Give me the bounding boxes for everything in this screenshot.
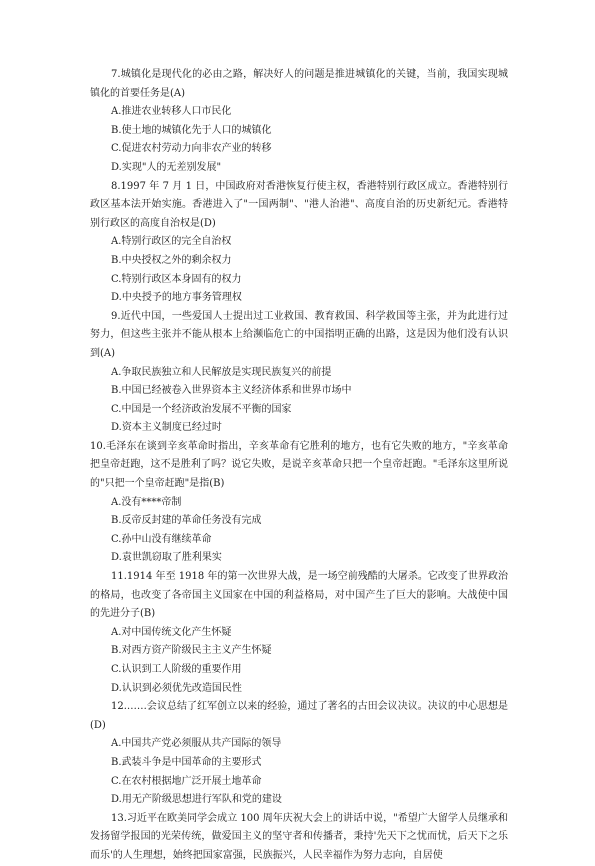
question-10 bbox=[90, 438, 508, 568]
option-d: D.袁世凯窃取了胜利果实 bbox=[111, 552, 222, 564]
option-c: C.促进农村劳动力向非农产业的转移 bbox=[111, 143, 272, 155]
question-stem: 10.毛泽东在谈到辛亥革命时指出，辛亥革命有它胜利的地方，也有它失败的地方，"辛亥革命把皇帝赶跑，这不是胜利了吗？说它失败，是说辛亥革命只把一个皇帝赶跑。"毛泽东这里所说的"只把一个皇帝赶跑"是指(B) bbox=[90, 440, 508, 490]
option-d: D.资本主义制度已经过时 bbox=[111, 422, 222, 434]
option-c: C.在农村根据地广泛开展土地革命 bbox=[111, 775, 262, 787]
option-b: B.反帝反封建的革命任务没有完成 bbox=[111, 515, 262, 527]
question-stem: 8.1997 年 7 月 1 日，中国政府对香港恢复行使主权，香港特别行政区成立。香港特别行政区基本法开始实施。香港进入了"一国两制"、"港人治港"、高度自治的历史新纪元。香港特别行政区的高度自治权是(D) bbox=[90, 180, 508, 229]
option-b: B.中国已经被卷入世界资本主义经济体系和世界市场中 bbox=[111, 385, 352, 397]
question-12 bbox=[90, 698, 508, 810]
question-stem: 9.近代中国，一些爱国人士提出过工业救国、教育救国、科学救国等主张，并为此进行过努力，但这些主张并不能从根本上给濒临危亡的中国指明正确的出路，这是因为他们没有认识到(A) bbox=[90, 310, 508, 359]
option-a: A.推进农业转移人口市民化 bbox=[111, 106, 232, 118]
question-13 bbox=[90, 810, 508, 866]
question-11 bbox=[90, 568, 508, 698]
option-a: A.中国共产党必须服从共产国际的领导 bbox=[111, 738, 282, 750]
question-list bbox=[90, 66, 508, 866]
option-a: A.对中国传统文化产生怀疑 bbox=[111, 626, 232, 638]
option-a: A.特别行政区的完全自治权 bbox=[111, 236, 232, 248]
option-a: A.争取民族独立和人民解放是实现民族复兴的前提 bbox=[111, 366, 332, 378]
option-d: D.用无产阶级思想进行军队和党的建设 bbox=[111, 794, 282, 806]
option-d: D.认识到必须优先改造国民性 bbox=[111, 682, 242, 694]
option-a: A.没有****帝制 bbox=[111, 496, 182, 508]
question-9 bbox=[90, 308, 508, 438]
option-b: B.武装斗争是中国革命的主要形式 bbox=[111, 756, 262, 768]
question-stem: 11.1914 年至 1918 年的第一次世界大战，是一场空前残酷的大屠杀。它改变了世界政治的格局，也改变了各帝国主义国家在中国的利益格局，对中国产生了巨大的影响。大战使中国的先进分子(B) bbox=[90, 571, 508, 620]
question-stem: 7.城镇化是现代化的必由之路，解决好人的问题是推进城镇化的关键，当前，我国实现城镇化的首要任务是(A) bbox=[90, 69, 508, 99]
question-stem: 12.……会议总结了红军创立以来的经验，通过了著名的古田会议决议。决议的中心思想是(D) bbox=[90, 701, 508, 731]
option-d: D.实现"人的无差别发展" bbox=[111, 161, 222, 173]
option-c: C.孙中山没有继续革命 bbox=[111, 533, 212, 545]
option-b: B.对西方资产阶级民主主义产生怀疑 bbox=[111, 645, 272, 657]
question-7 bbox=[90, 66, 508, 178]
option-d: D.中央授予的地方事务管理权 bbox=[111, 292, 242, 304]
option-c: C.认识到工人阶级的重要作用 bbox=[111, 664, 242, 675]
question-stem: 13.习近平在欧美同学会成立 100 周年庆祝大会上的讲话中说，"希望广大留学人员继承和发扬留学报国的光荣传统，做爱国主义的坚守者和传播者，秉持'先天下之忧而忧，后天下之乐而乐'的人生理想，始终把国家富强，民族振兴，人民幸福作为努力志向，自居使 bbox=[90, 812, 508, 861]
question-8 bbox=[90, 178, 508, 308]
option-c: C.中国是一个经济政治发展不平衡的国家 bbox=[111, 403, 292, 415]
option-b: B.使土地的城镇化先于人口的城镇化 bbox=[111, 124, 272, 136]
option-c: C.特别行政区本身固有的权力 bbox=[111, 273, 242, 285]
option-b: B.中央授权之外的剩余权力 bbox=[111, 254, 232, 266]
